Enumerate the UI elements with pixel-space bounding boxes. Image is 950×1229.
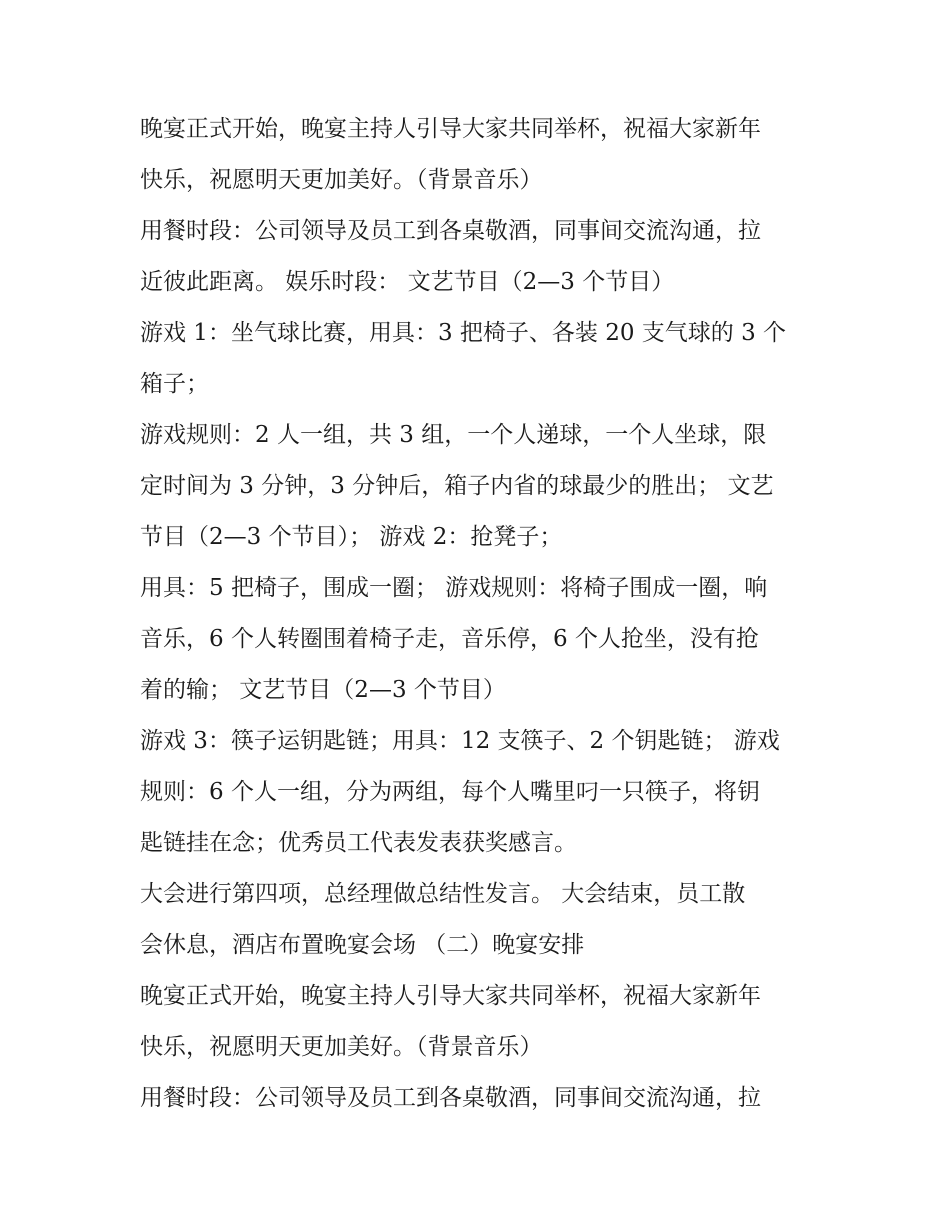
text-line: 晚宴正式开始，晚宴主持人引导大家共同举杯，祝福大家新年 (140, 983, 761, 1009)
text-line: 匙链挂在念；优秀员工代表发表获奖感言。 (140, 830, 577, 856)
text-line: 快乐，祝愿明天更加美好。（背景音乐） (140, 1034, 543, 1060)
text-line: 快乐，祝愿明天更加美好。（背景音乐） (140, 167, 543, 193)
paragraph (140, 869, 830, 971)
text-line: 用餐时段：公司领导及员工到各桌敬酒，同事间交流沟通，拉 (140, 1085, 761, 1111)
paragraph (140, 206, 830, 308)
paragraph (140, 308, 830, 410)
paragraph (140, 971, 830, 1073)
text-line: 晚宴正式开始，晚宴主持人引导大家共同举杯，祝福大家新年 (140, 116, 761, 142)
text-line: 箱子； (140, 371, 209, 397)
text-line: 定时间为 3 分钟，3 分钟后，箱子内省的球最少的胜出； 文艺 (140, 473, 774, 499)
document-body (140, 104, 830, 1124)
text-line: 会休息，酒店布置晚宴会场 （二）晚宴安排 (140, 932, 585, 958)
text-line: 大会进行第四项，总经理做总结性发言。 大会结束，员工散 (140, 881, 746, 907)
text-line: 用具：5 把椅子，围成一圈； 游戏规则：将椅子围成一圈，响 (140, 575, 768, 601)
text-line: 游戏规则：2 人一组，共 3 组，一个人递球，一个人坐球，限 (140, 422, 767, 448)
paragraph (140, 104, 830, 206)
paragraph (140, 716, 830, 869)
paragraph (140, 563, 830, 716)
text-line: 节目（2—3 个节目）； 游戏 2：抢凳子； (140, 524, 563, 550)
paragraph (140, 1073, 830, 1124)
paragraph (140, 410, 830, 563)
text-line: 近彼此距离。 娱乐时段： 文艺节目（2—3 个节目） (140, 269, 675, 295)
text-line: 游戏 3：筷子运钥匙链；用具：12 支筷子、2 个钥匙链； 游戏 (140, 728, 780, 754)
text-line: 音乐，6 个人转圈围着椅子走，音乐停，6 个人抢坐，没有抢 (140, 626, 759, 652)
text-line: 规则：6 个人一组，分为两组，每个人嘴里叼一只筷子，将钥 (140, 779, 760, 805)
text-line: 游戏 1：坐气球比赛，用具：3 把椅子、各装 20 支气球的 3 个 (140, 320, 787, 346)
text-line: 着的输； 文艺节目（2—3 个节目） (140, 677, 506, 703)
text-line: 用餐时段：公司领导及员工到各桌敬酒，同事间交流沟通，拉 (140, 218, 761, 244)
